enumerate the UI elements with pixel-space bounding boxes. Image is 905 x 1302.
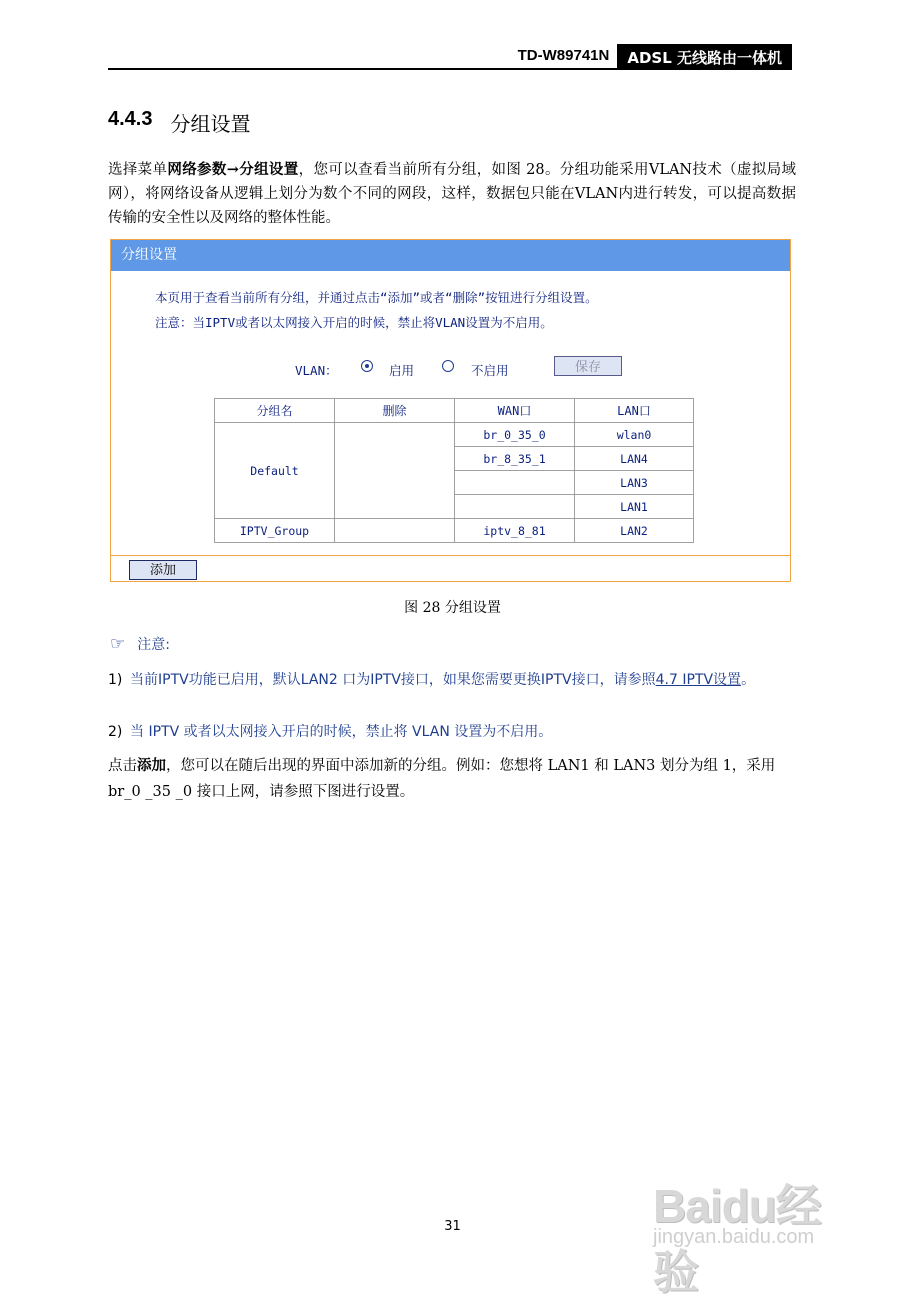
lan-cell: LAN3	[575, 471, 694, 495]
pointing-hand-icon: ☞	[110, 634, 126, 654]
section-number: 4.4.3	[108, 108, 153, 130]
table-row	[215, 423, 694, 447]
section-title-text: 分组设置	[170, 112, 251, 136]
note-item-text: 当前IPTV功能已启用，默认LAN2 口为IPTV接口，如果您需要更换IPTV接口，请参照	[130, 672, 656, 688]
header-rule	[108, 68, 792, 70]
iptv-settings-link[interactable]: 4.7 IPTV设置	[655, 672, 742, 688]
group-table	[214, 398, 694, 543]
add-button[interactable]: 添加	[129, 560, 197, 580]
baidu-watermark	[645, 1150, 865, 1298]
wan-cell	[455, 471, 575, 495]
lan-cell: LAN2	[575, 519, 694, 543]
panel-description: 本页用于查看当前所有分组，并通过点击“添加”或者“删除”按钮进行分组设置。	[155, 290, 598, 305]
section-title	[108, 108, 250, 137]
table-row	[215, 519, 694, 543]
group-settings-panel	[110, 239, 791, 582]
table-header-row	[215, 399, 694, 423]
wan-cell: br_8_35_1	[455, 447, 575, 471]
note-item	[108, 720, 798, 744]
outro-text-2: ，您可以在随后出现的界面中添加新的分组。例如：您想将 LAN1 和 LAN3 划分为组 1，采用 br_0 _35 _0 接口上网，请参照下图进行设置。	[108, 758, 776, 800]
watermark-logo: Baidu经验	[653, 1180, 821, 1298]
page-header	[518, 44, 792, 69]
note-title: 注意:	[137, 637, 170, 653]
panel-title: 分组设置	[111, 240, 790, 271]
product-name: ADSL 无线路由一体机	[617, 44, 792, 69]
group-name-cell: IPTV_Group	[215, 519, 335, 543]
intro-menu-path: 网络参数→分组设置	[167, 161, 299, 178]
note-item-number: 2)	[108, 724, 123, 740]
save-button[interactable]: 保存	[554, 356, 622, 376]
note-item	[108, 668, 798, 692]
column-header-delete: 删除	[335, 399, 455, 423]
panel-warning: 注意：当IPTV或者以太网接入开启的时候，禁止将VLAN设置为不启用。	[155, 315, 553, 330]
lan-cell: wlan0	[575, 423, 694, 447]
intro-text-2: ，您可以查看当前所有分组，如图 28。分组功能采用VLAN技术（虚拟局域网），将网络设备从逻辑上划分为数个不同的网段，这样，数据包只能在VLAN内进行转发，可以提高数据传输的安全性以及网络的整体性能。	[108, 162, 797, 226]
intro-text-1: 选择菜单	[108, 162, 168, 178]
watermark-url: jingyan.baidu.com	[653, 1226, 815, 1248]
note-item-number: 1)	[108, 672, 123, 688]
page-number: 31	[444, 1219, 461, 1234]
lan-cell: LAN4	[575, 447, 694, 471]
column-header-wan: WAN口	[455, 399, 575, 423]
model-name: TD-W89741N	[517, 47, 610, 64]
note-item-text: 当 IPTV 或者以太网接入开启的时候，禁止将 VLAN 设置为不启用。	[130, 724, 553, 740]
outro-text-1: 点击	[108, 758, 137, 774]
lan-cell: LAN1	[575, 495, 694, 519]
wan-cell	[455, 495, 575, 519]
vlan-disable-label: 不启用	[471, 363, 509, 378]
delete-cell[interactable]	[335, 423, 455, 519]
delete-cell[interactable]	[335, 519, 455, 543]
panel-footer-divider	[111, 555, 790, 556]
note-item-tail: 。	[741, 672, 756, 688]
intro-paragraph	[108, 158, 796, 230]
group-name-cell: Default	[215, 423, 335, 519]
outro-bold: 添加	[137, 757, 166, 774]
outro-paragraph	[108, 753, 798, 805]
figure-caption: 图 28 分组设置	[404, 600, 501, 616]
wan-cell: br_0_35_0	[455, 423, 575, 447]
column-header-group-name: 分组名	[215, 399, 335, 423]
vlan-enable-radio[interactable]	[361, 360, 373, 372]
column-header-lan: LAN口	[575, 399, 694, 423]
vlan-label: VLAN：	[295, 363, 338, 378]
wan-cell: iptv_8_81	[455, 519, 575, 543]
vlan-disable-radio[interactable]	[442, 360, 454, 372]
note-heading	[110, 634, 170, 654]
vlan-enable-label: 启用	[389, 363, 415, 378]
